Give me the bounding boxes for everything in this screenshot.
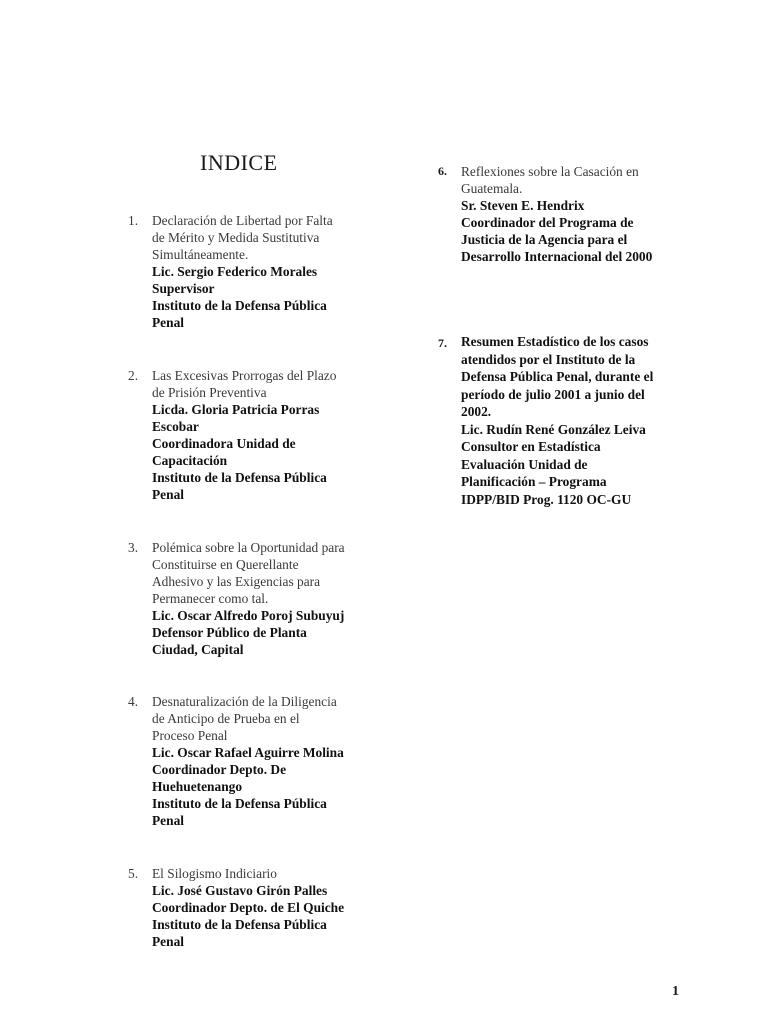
entry-author-line: Penal xyxy=(152,315,184,330)
entry-author-line: Licda. Gloria Patricia Porras xyxy=(152,402,320,417)
entry-author-line: Instituto de la Defensa Pública xyxy=(152,917,327,932)
entry-title-line: Reflexiones sobre la Casación en xyxy=(461,164,639,179)
entry-author-line: Evaluación Unidad de xyxy=(461,456,588,472)
entry-number: 6. xyxy=(438,164,447,178)
entry-author-line: Penal xyxy=(152,487,184,502)
entry-title-line: de Prisión Preventiva xyxy=(152,385,267,400)
entry-title-line: de Anticipo de Prueba en el xyxy=(152,711,300,726)
entry-author-line: Penal xyxy=(152,813,184,828)
entry-author-line: Lic. Sergio Federico Morales xyxy=(152,264,318,279)
entry-number: 2. xyxy=(128,368,139,383)
entry-body xyxy=(152,367,336,503)
entry-number: 1. xyxy=(128,213,139,228)
entry-author-line: Justicia de la Agencia para el xyxy=(461,232,628,247)
entry-body xyxy=(152,693,344,829)
entry-author-line: Defensa Pública Penal, durante el xyxy=(461,369,654,384)
entry-title-line: Polémica sobre la Oportunidad para xyxy=(152,540,345,555)
entry-author-line: Resumen Estadístico de los casos xyxy=(461,334,649,349)
entry-title-line: Guatemala. xyxy=(461,181,523,196)
entry-body xyxy=(152,212,333,331)
entry-author-line: Penal xyxy=(152,934,184,949)
entry-author-line: Ciudad, Capital xyxy=(152,642,244,657)
entry-title-line: Constituirse en Querellante xyxy=(152,557,299,572)
entry-number: 3. xyxy=(128,540,139,555)
entry-author-line: 2002. xyxy=(461,404,492,419)
entry-body xyxy=(152,539,345,658)
entry-author-line: Supervisor xyxy=(152,281,215,296)
entry-title-line: Desnaturalización de la Diligencia xyxy=(152,694,337,709)
entry-author-line: Instituto de la Defensa Pública xyxy=(152,796,327,811)
entry-author-line: Planificación – Programa xyxy=(461,474,607,489)
entry-author-line: Instituto de la Defensa Pública xyxy=(152,470,327,485)
page-number: 1 xyxy=(672,984,679,999)
entry-author-line: Lic. Oscar Rafael Aguirre Molina xyxy=(152,745,344,760)
entry-author-line: atendidos por el Instituto de la xyxy=(461,351,636,367)
entry-title-line: Las Excesivas Prorrogas del Plazo xyxy=(152,368,337,383)
entry-author-line: Coordinador del Programa de xyxy=(461,215,634,230)
entry-title-line: Declaración de Libertad por Falta xyxy=(152,213,333,228)
entry-author-line: IDPP/BID Prog. 1120 OC-GU xyxy=(461,491,632,507)
entry-title-line: Adhesivo y las Exigencias para xyxy=(152,574,321,589)
entry-author-line: Lic. Oscar Alfredo Poroj Subuyuj xyxy=(152,608,345,623)
entry-author-line: Capacitación xyxy=(152,453,228,468)
entry-author-line: Lic. José Gustavo Girón Palles xyxy=(152,883,328,898)
entry-author-line: Desarrollo Internacional del 2000 xyxy=(461,249,653,264)
entry-author-line: Coordinador Depto. de El Quiche xyxy=(152,900,345,915)
entry-title-line: Simultáneamente. xyxy=(152,247,249,262)
entry-body xyxy=(461,333,653,508)
entry-body xyxy=(152,865,344,950)
entry-number: 5. xyxy=(128,866,139,881)
entry-author-line: Consultor en Estadística xyxy=(461,439,601,454)
entry-author-line: Escobar xyxy=(152,419,199,434)
entry-body xyxy=(461,163,652,265)
entry-title-line: Proceso Penal xyxy=(152,728,228,743)
entry-author-line: Sr. Steven E. Hendrix xyxy=(461,198,585,213)
entry-author-line: Huehuetenango xyxy=(152,779,243,794)
index-heading: INDICE xyxy=(200,150,278,175)
entry-title-line: de Mérito y Medida Sustitutiva xyxy=(152,230,320,245)
entry-number: 4. xyxy=(128,694,139,709)
entry-author-line: Defensor Público de Planta xyxy=(152,625,307,640)
entry-title-line: Permanecer como tal. xyxy=(152,591,269,606)
entry-author-line: Lic. Rudín René González Leiva xyxy=(461,421,646,437)
entry-author-line: período de julio 2001 a junio del xyxy=(461,386,645,402)
entry-author-line: Coordinador Depto. De xyxy=(152,762,287,777)
entry-author-line: Coordinadora Unidad de xyxy=(152,436,296,451)
entry-title-line: El Silogismo Indiciario xyxy=(152,866,277,881)
entry-author-line: Instituto de la Defensa Pública xyxy=(152,298,327,313)
entry-number: 7. xyxy=(438,336,447,350)
